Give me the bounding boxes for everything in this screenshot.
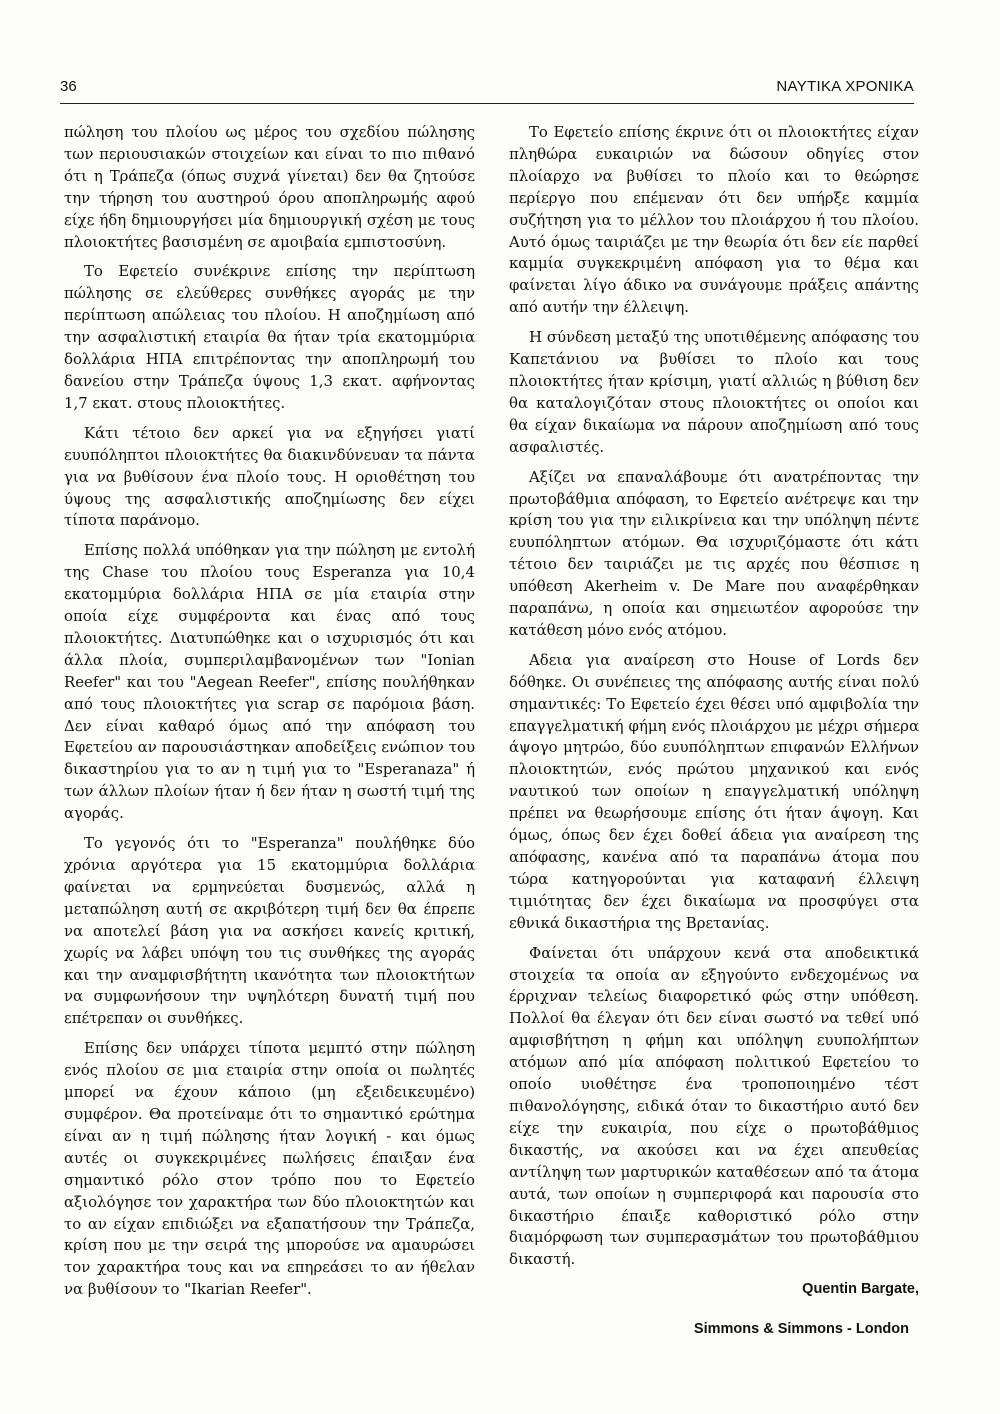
page-number: 36: [60, 78, 77, 95]
left-paragraph-1: πώληση του πλοίου ως μέρος του σχεδίου πώλησης των περιουσιακών στοιχείων και είναι το πιο πιθανό ότι η Τράπεζα (όπως συχνά γίνεται) δεν θα ζητούσε την τήρηση του αυστηρού όρου αποπληρωμής αφού είχε ήδη δημιουργήσει μία δημιουργική σχέση με τους πλοιοκτήτες βασισμένη σε αμοιβαία εμπιστοσύνη.: [64, 123, 475, 251]
right-paragraph-5: Φαίνεται ότι υπάρχουν κενά στα αποδεικτικά στοιχεία τα οποία αν εξηγούντο ενδεχομένως να έρριχναν τελείως διαφορετικό φώς στην υπόθεση. Πολλοί θα έλεγαν ότι δεν είναι σωστό να τεθεί υπό αμφισβήτηση η φήμη και υπόληψη ευυπολήπτων ατόμων από μία απόφαση πολιτικού Εφετείου το οποίο υιοθέτησε ένα τροποποιημένο τέστ πιθανολόγησης, ειδικά όταν το δικαστήριο αυτό δεν είχε την ευκαιρία, που είχε ο πρωτοβάθμιος δικαστής, να ακούσει και να έχει απευθείας αντίληψη των μαρτυρικών καταθέσεων από τα άτομα αυτά, των οποίων η συμπεριφορά και παρουσία στο δικαστήριο έπαιξε καθοριστικό ρόλο στην διαμόρφωση των συμπερασμάτων του πρωτοβάθμιου δικαστή.: [509, 943, 919, 1269]
left-column: [64, 122, 475, 1309]
author-signature: [509, 1279, 919, 1339]
left-paragraph-5: Το γεγονός ότι το "Esperanza" πουλήθηκε δύο χρόνια αργότερα για 15 εκατομμύρια δολλάρια φαίνεται να ερμηνεύεται δυσμενώς, αλλά η μεταπώληση αυτή σε ακριβότερη τιμή δεν θα έπρεπε να αποτελεί βάση για να ασκήσει κανείς κριτική, χωρίς να λάβει υπόψη του τις συνθήκες της αγοράς και την αναμφισβήτητη ικανότητα των πλοιοκτήτων να συμφωνήσουν την υψηλότερη δυνατή τιμή που επέτρεπαν οι συνθήκες.: [64, 834, 475, 1028]
author-firm: Simmons & Simmons - London: [693, 1321, 909, 1338]
header-rule: [60, 103, 914, 104]
left-paragraph-3: Κάτι τέτοιο δεν αρκεί για να εξηγήσει γιατί ευυπόληπτοι πλοιοκτήτες θα διακινδύνευαν τα πάντα για να βυθίσουν ένα πλοίο τους. Η οριοθέτηση του ύψους της ασφαλιστικής αποζημίωσης δεν είχει τίποτα παράνομο.: [64, 423, 475, 530]
left-paragraph-4: Επίσης πολλά υπόθηκαν για την πώληση με εντολή της Chase του πλοίου τους Esperanza για 10,4 εκατομμύρια δολλάρια ΗΠΑ σε μία εταιρία στην οποία είχε συμφέροντα και ένας από τους πλοιοκτήτες. Διατυπώθηκε και ο ισχυρισμός ότι και άλλα πλοία, συμπεριλαμβανομένων των "Ionian Reefer" και του "Aegean Reefer", επίσης πουλήθηκαν από τους πλοιοκτήτες για scrap σε παρόμοια βάση. Δεν είναι καθαρό όμως από την απόφαση του Εφετείου αν παρουσιάστηκαν αποδείξεις ενώπιον του δικαστηρίου για το αν η τιμή για το "Esperanaza" ή των άλλων πλοίων ήταν ή δεν ήταν η σωστή τιμή της αγοράς.: [64, 541, 475, 823]
left-paragraph-6: Επίσης δεν υπάρχει τίποτα μεμπτό στην πώληση ενός πλοίου σε μια εταιρία στην οποία οι πωλητές μπορεί να έχουν κάποιο (μη εξειδεικευμένο) συμφέρον. Θα προτείναμε ότι το σημαντικό ερώτημα είναι αν η τιμή πώλησης ήταν λογική - και όμως αυτές οι συγκεκριμένες πωλήσεις έπαιξαν ένα σημαντικό ρόλο στον τρόπο που το Εφετείο αξιολόγησε τον χαρακτήρα των δύο πλοιοκτητών και το αν είχαν επιδιώξει να εξαπατήσουν την Τράπεζα, κρίση που με την σειρά της μπορούσε να αμαυρώσει τον χαρακτήρα τους και να επηρεάσει το αν ήθελαν να βυθίσουν το "Ikarian Reefer".: [64, 1039, 475, 1299]
right-column: [509, 122, 919, 1339]
right-paragraph-2: Η σύνδεση μεταξύ της υποτιθέμενης απόφασης του Καπετάνιου να βυθίσει το πλοίο και τους πλοιοκτήτες ήταν κρίσιμη, γιατί αλλιώς η βύθιση δεν θα καταλογιζόταν στους πλοιοκτήτες οι οποίοι και θα είχαν δικαίωμα να πάρουν αποζημίωση από τους ασφαλιστές.: [509, 328, 919, 456]
right-paragraph-3: Αξίζει να επαναλάβουμε ότι ανατρέποντας την πρωτοβάθμια απόφαση, το Εφετείο ανέτρεψε και την κρίση του για την ειλικρίνεια και την υπόληψη πέντε ευυπόληπτων ατόμων. Θα ισχυριζόμαστε ότι κάτι τέτοιο δεν ταιριάζει με τις αρχές που θέσπισε η υπόθεση Akerheim v. De Mare που αναφέρθηκαν παραπάνω, η οποία και σημειωτέον αφορούσε την κατάθεση μόνο ενός ατόμου.: [509, 467, 919, 639]
running-title: ΝΑΥΤΙΚΑ ΧΡΟΝΙΚΑ: [776, 78, 914, 95]
right-paragraph-1: Το Εφετείο επίσης έκρινε ότι οι πλοιοκτήτες είχαν πληθώρα ευκαιριών να δώσουν οδηγίες στον πλοίαρχο να βυθίσει το πλοίο και το θεώρησε περίεργο που επέμεναν ότι δεν υπήρξε καμμία συζήτηση για το μέλλον του πλοιάρχου ή του πλοίου. Αυτό όμως ταιριάζει με την θεωρία ότι δεν είε παρθεί καμμία συγκεκριμένη απόφαση για το θέμα και φαίνεται λίγο άδικο να συνάγουμε πράξεις απάντης από αυτήν την έλλειψη.: [509, 123, 919, 317]
left-paragraph-2: Το Εφετείο συνέκρινε επίσης την περίπτωση πώλησης σε ελεύθερες συνθήκες αγοράς με την περίπτωση απώλειας του πλοίου. Η αποζημίωση από την ασφαλιστική εταιρία θα ήταν τρία εκατομμύρια δολλάρια ΗΠΑ επιτρέποντας την αποπληρωμή του δανείου στην Τράπεζα ύψους 1,3 εκατ. αφήνοντας 1,7 εκατ. στους πλοιοκτήτες.: [64, 262, 475, 412]
page-header: [60, 78, 914, 100]
right-paragraph-4: Αδεια για αναίρεση στο House of Lords δεν δόθηκε. Οι συνέπειες της απόφασης αυτής είναι πολύ σημαντικές: Το Εφετείο έχει θέσει υπό αμφιβολία την επαγγελματική φήμη ενός πλοιάρχου με μέχρι σήμερα άψογο μητρώο, δύο ευυπόληπτων επιφανών Ελλήνων πλοιοκτητών, ενός πρώτου μηχανικού και ενός ναυτικού των οποίων η επαγγελματική υπόληψη πρέπει να θεωρήσουμε επίσης ότι ήταν άψογη. Και όμως, όπως δεν έχει δοθεί άδεια για αναίρεση της απόφασης, κανένα από τα παραπάνω άτομα που τώρα κατηγορούνται για καταφανή έλλειψη τιμιότητας δεν έχει δικαίωμα να προσφύγει στα εθνικά δικαστήρια της Βρετανίας.: [509, 650, 919, 932]
author-name: Quentin Bargate,: [802, 1281, 919, 1298]
